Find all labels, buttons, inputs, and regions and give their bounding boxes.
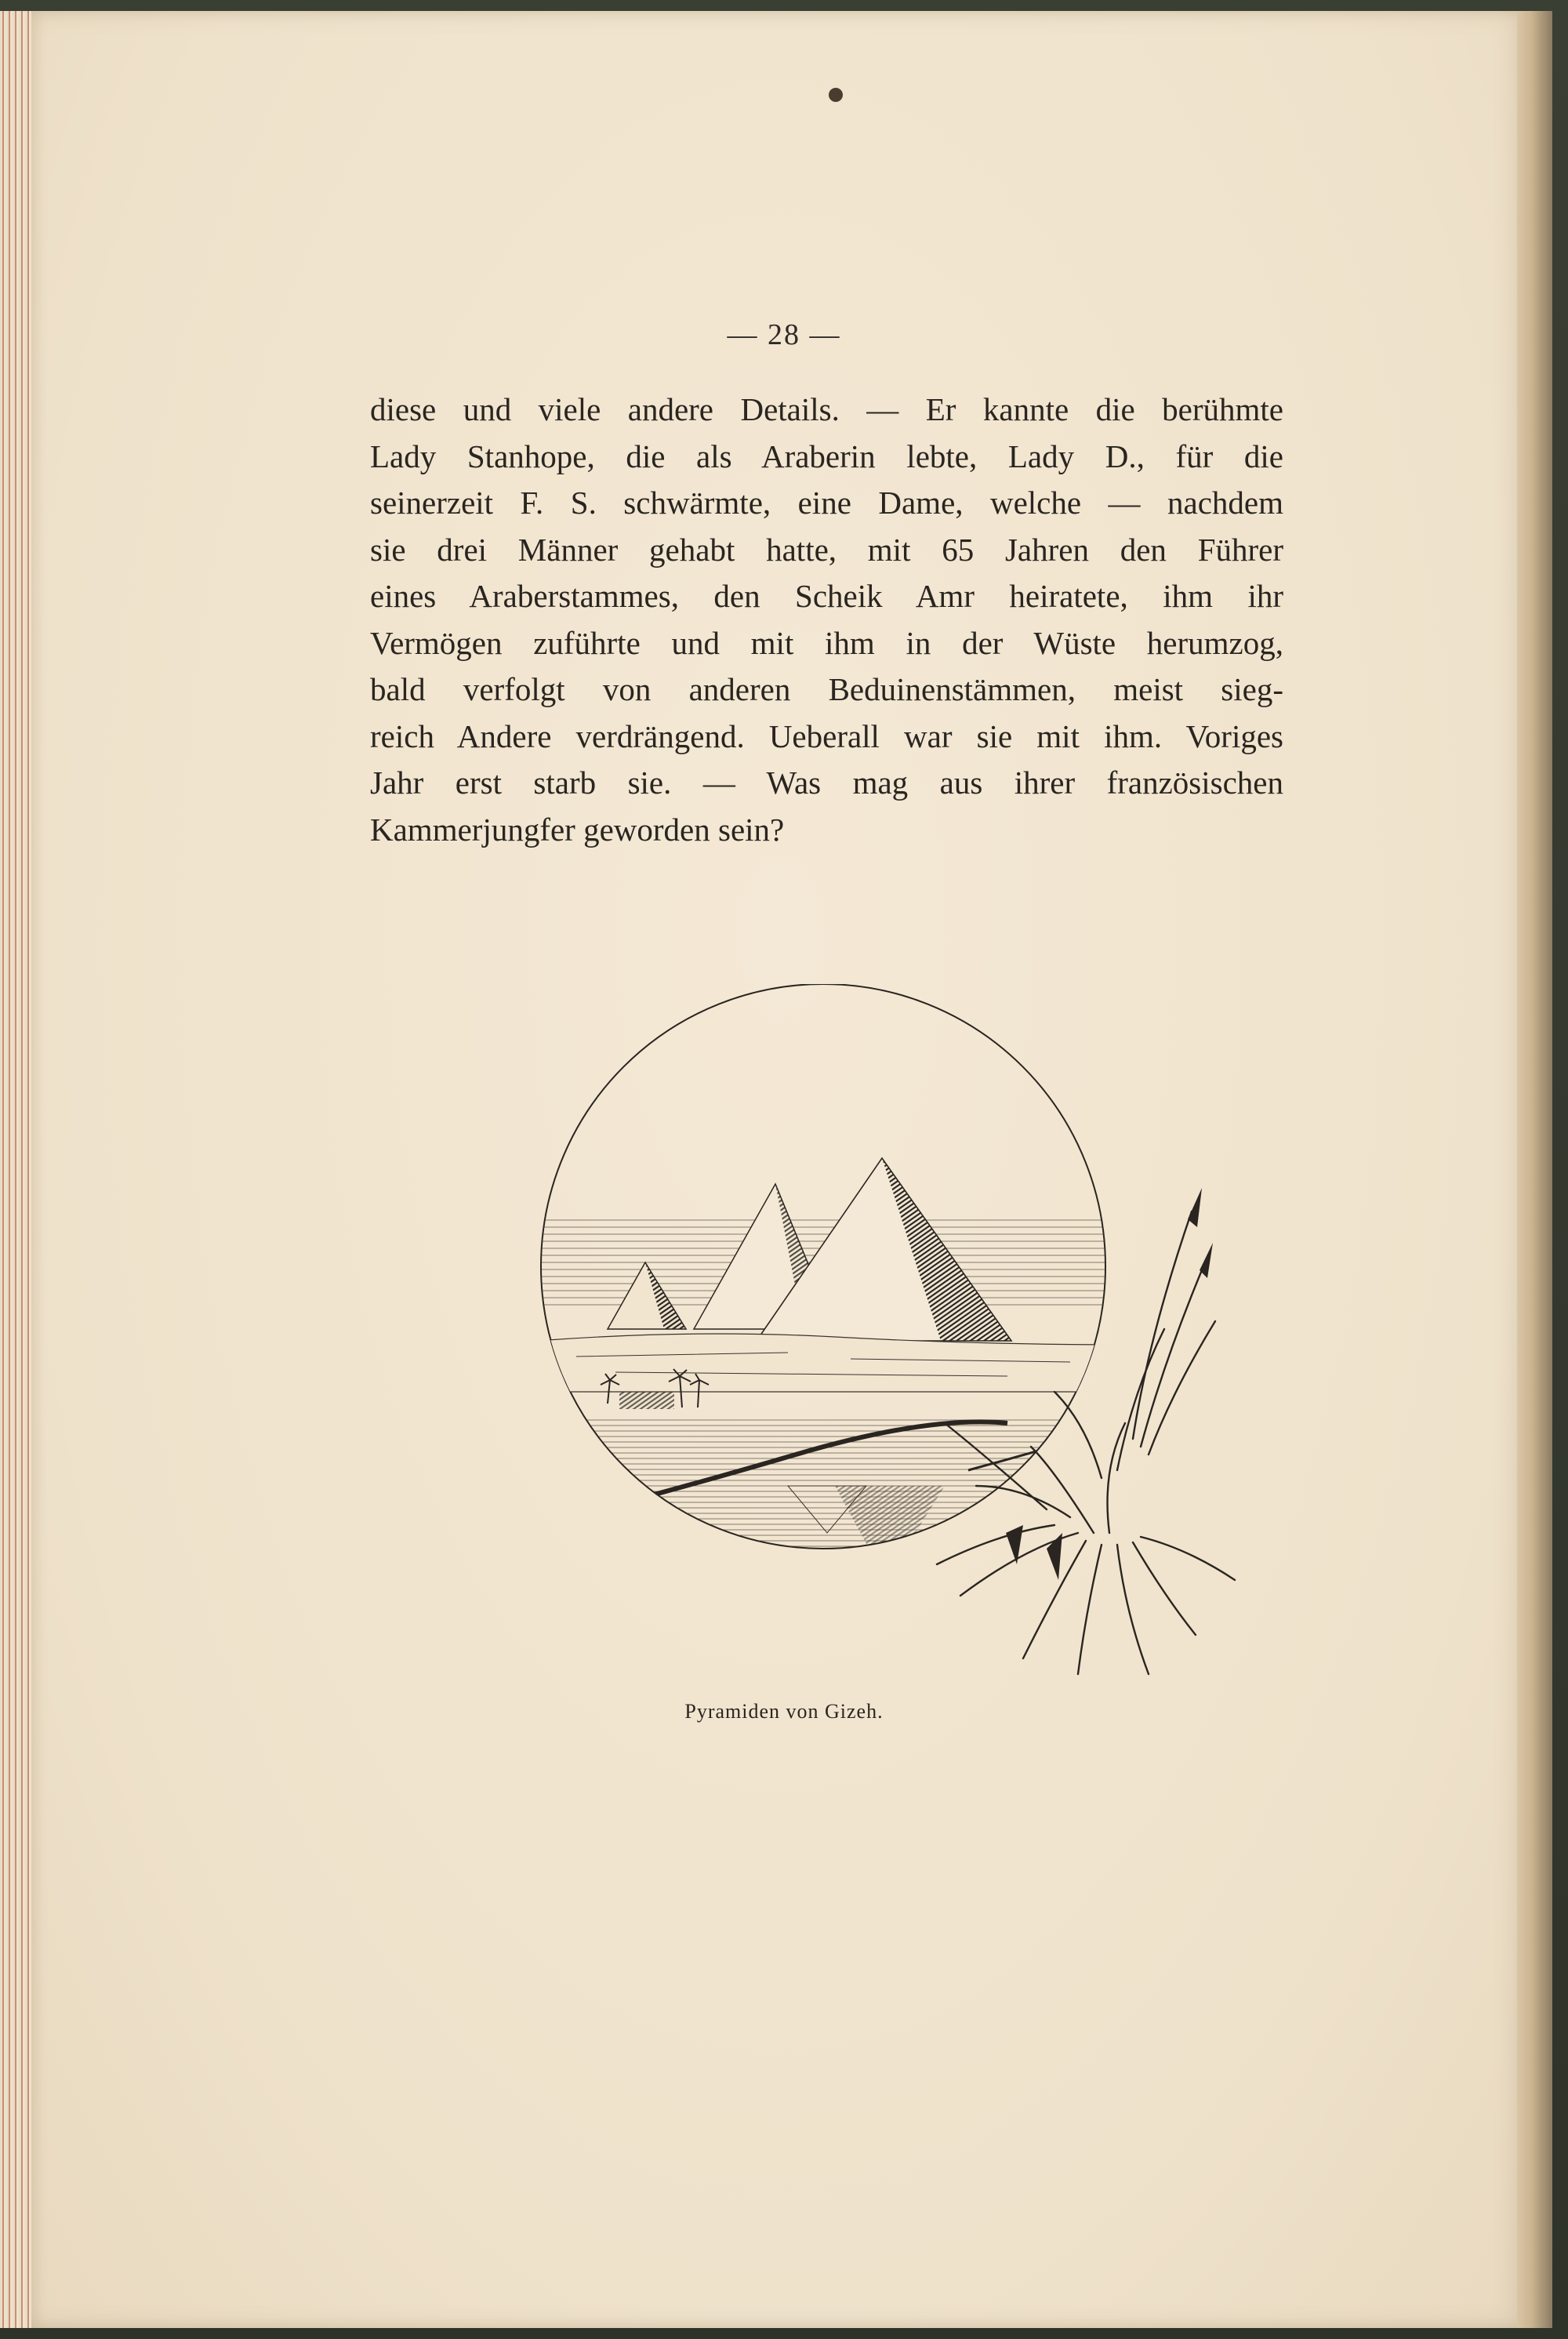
book-gutter: [1517, 11, 1552, 2328]
text-line: eines Araberstammes, den Scheik Amr heiratete, ihm ihr: [370, 578, 1283, 614]
text-line: sie drei Männer gehabt hatte, mit 65 Jahren den Führer: [370, 531, 1283, 568]
text-line: diese und viele andere Details. — Er kannte die berühmte: [370, 391, 1283, 427]
page-number: — 28 —: [727, 318, 841, 351]
text-line: Jahr erst starb sie. — Was mag aus ihrer französischen: [370, 765, 1283, 801]
body-paragraph: [370, 387, 1283, 853]
pyramids-engraving-icon: [459, 984, 1258, 1698]
binding-hole: [829, 88, 843, 102]
text-line: Lady Stanhope, die als Araberin lebte, Lady D., für die: [370, 438, 1283, 474]
text-line: Vermögen zuführte und mit ihm in der Wüste herumzog,: [370, 624, 1283, 661]
text-line: Kammerjungfer geworden sein?: [370, 811, 785, 848]
figure-caption: Pyramiden von Gizeh.: [684, 1700, 884, 1723]
text-line: reich Andere verdrängend. Ueberall war sie mit ihm. Voriges: [370, 717, 1283, 754]
page-stack-edge: [0, 11, 34, 2328]
text-line: seinerzeit F. S. schwärmte, eine Dame, welche — nachdem: [370, 485, 1283, 521]
text-line: bald verfolgt von anderen Beduinenstämmen, meist sieg-: [370, 671, 1283, 707]
